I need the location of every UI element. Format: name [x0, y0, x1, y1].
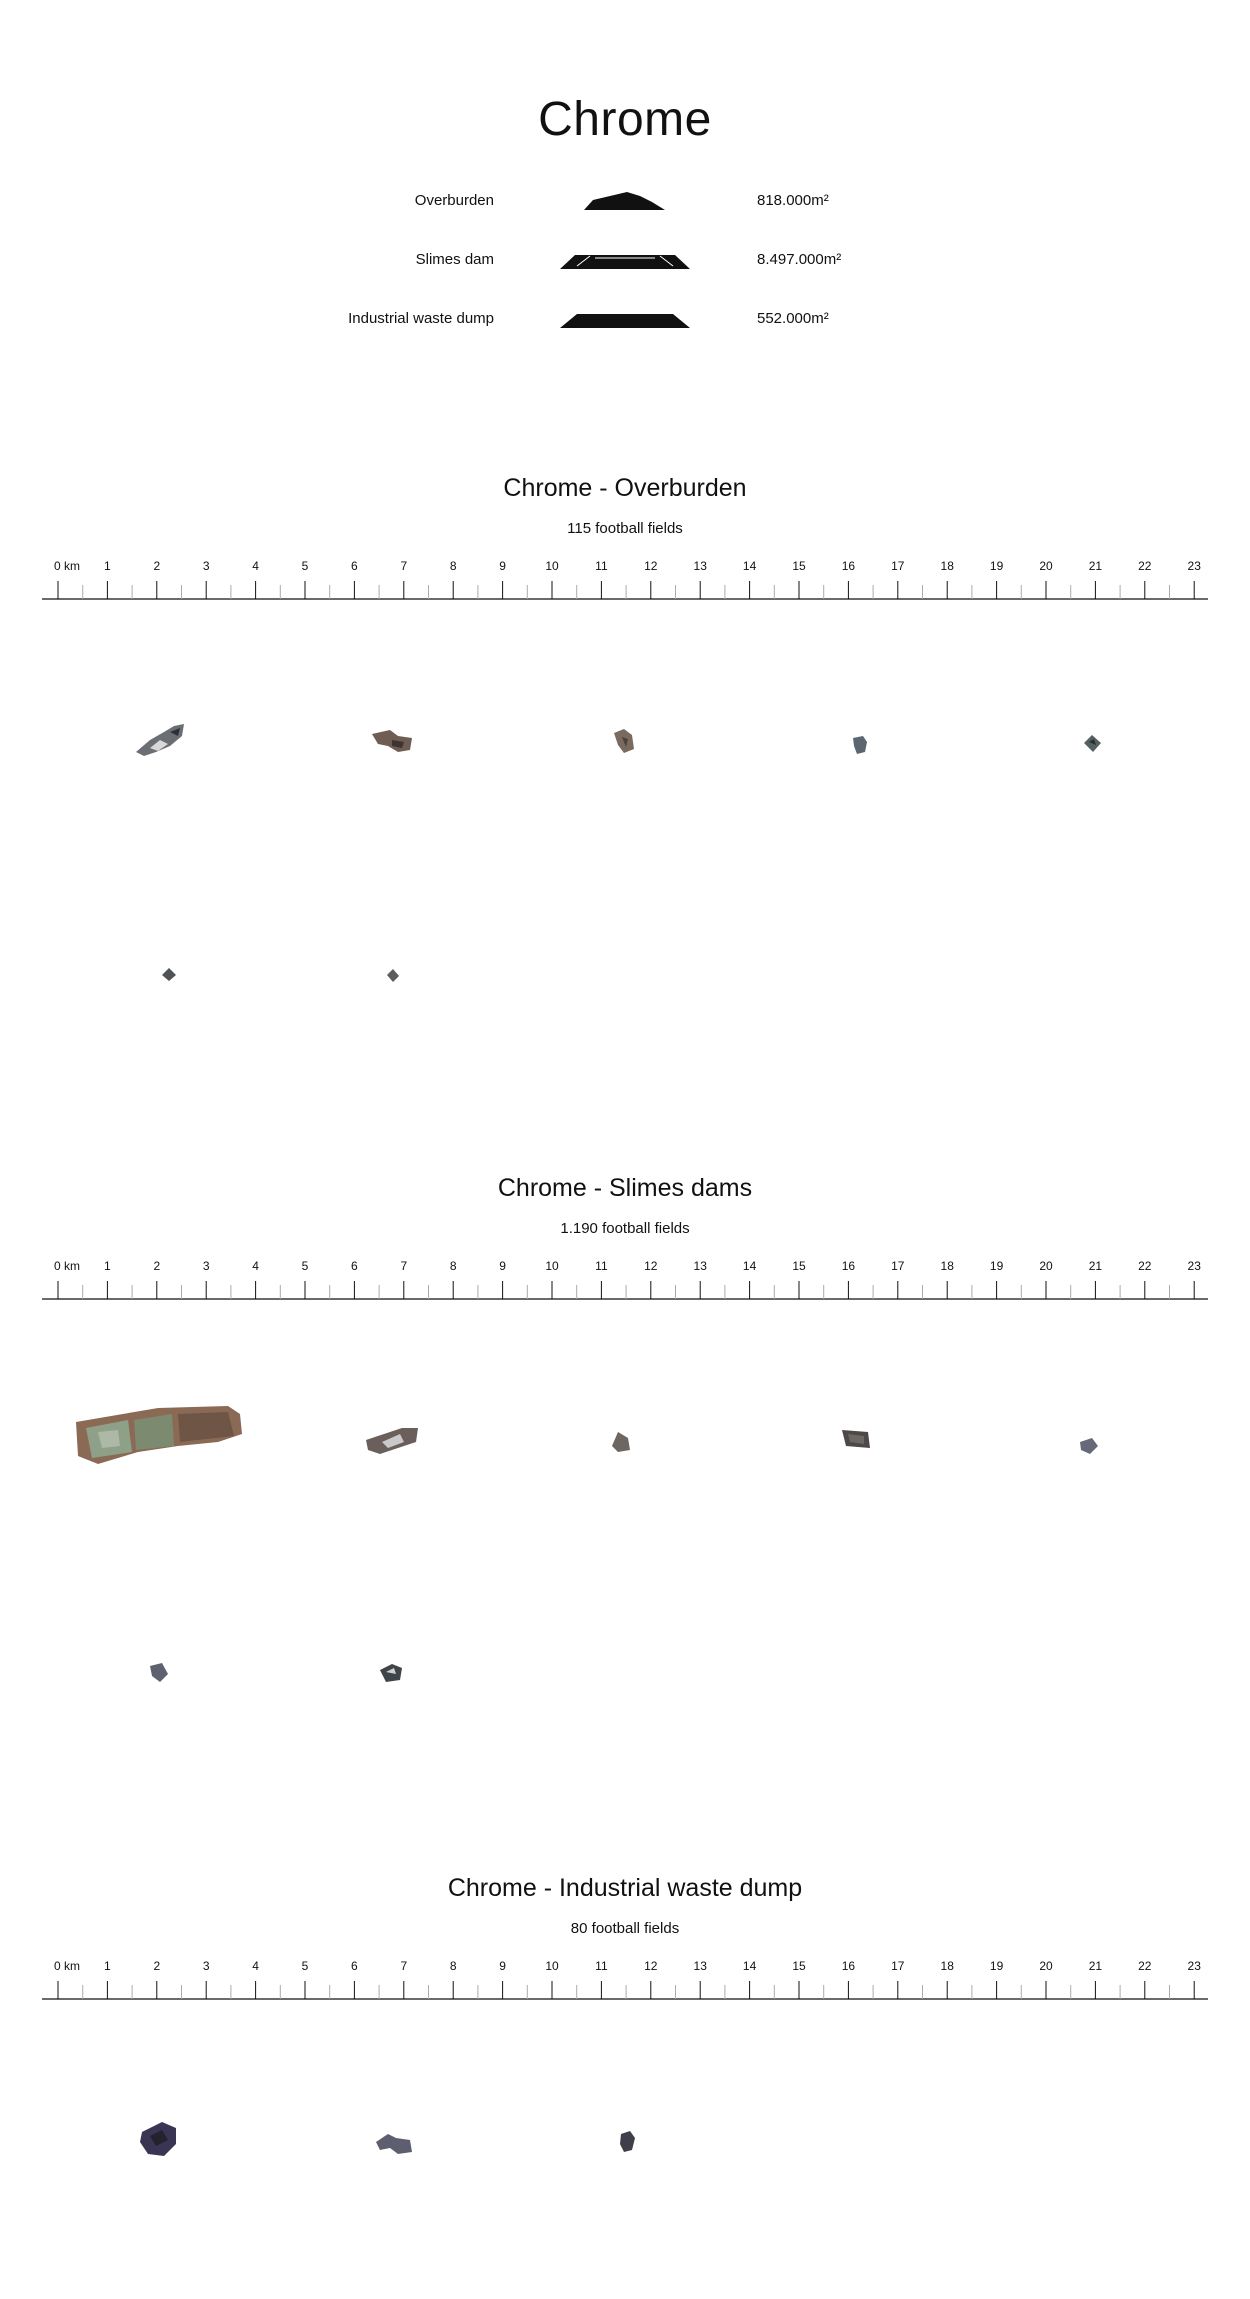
site-thumbnail [376, 1660, 406, 1686]
site-thumbnail [136, 2118, 182, 2160]
scale-tick-label: 15 [792, 559, 806, 573]
scale-tick-label: 10 [545, 1259, 559, 1273]
scale-tick-label: 17 [891, 1259, 905, 1273]
site-thumbnail [838, 1426, 874, 1452]
scale-tick-label: 16 [841, 559, 856, 573]
scale-tick-label: 19 [989, 1259, 1004, 1273]
distance-scale [40, 1259, 1210, 1323]
scale-tick-label: 6 [351, 1959, 358, 1973]
scale-tick-label: 0 km [54, 1259, 81, 1273]
page-title: Chrome [538, 93, 712, 146]
scale-tick-label: 1 [104, 1959, 111, 1973]
scale-tick-label: 16 [841, 1259, 856, 1273]
scale-tick-label: 6 [351, 559, 358, 573]
scale-tick-label: 5 [301, 559, 309, 573]
scale-tick-label: 7 [400, 1259, 408, 1273]
scale-tick-label: 21 [1088, 1259, 1103, 1273]
waste-dump-profile-icon [555, 306, 695, 328]
site-thumbnail [159, 966, 179, 984]
distance-scale [40, 559, 1210, 623]
scale-tick-label: 17 [891, 1959, 905, 1973]
legend-label-slimes-dam: Slimes dam [415, 251, 494, 268]
site-thumbnail [610, 725, 640, 757]
legend-value-waste-dump: 552.000m² [757, 310, 829, 327]
scale-tick-label: 18 [940, 1959, 954, 1973]
scale-tick-label: 1 [104, 1259, 111, 1273]
scale-tick-label: 20 [1039, 1959, 1053, 1973]
scale-tick-label: 19 [989, 559, 1004, 573]
site-thumbnail [368, 726, 418, 758]
section-title: Chrome - Overburden [503, 474, 747, 502]
scale-tick-label: 9 [499, 1959, 506, 1973]
scale-tick-label: 13 [693, 1959, 707, 1973]
scale-tick-label: 20 [1039, 1259, 1053, 1273]
overburden-profile-icon [555, 188, 695, 210]
scale-tick-label: 17 [891, 559, 905, 573]
scale-tick-label: 14 [742, 1259, 757, 1273]
scale-tick-label: 12 [644, 559, 658, 573]
scale-tick-label: 5 [301, 1959, 309, 1973]
legend-label-overburden: Overburden [414, 192, 494, 209]
scale-tick-label: 6 [351, 1259, 358, 1273]
scale-tick-label: 15 [792, 1259, 806, 1273]
scale-tick-label: 0 km [54, 559, 81, 573]
section-title: Chrome - Industrial waste dump [447, 1874, 803, 1902]
scale-tick-label: 23 [1187, 559, 1201, 573]
scale-tick-label: 9 [499, 559, 506, 573]
site-thumbnail [849, 733, 873, 757]
site-thumbnail [146, 1660, 172, 1686]
site-thumbnail [608, 1428, 634, 1454]
scale-tick-label: 13 [693, 559, 707, 573]
site-thumbnail [1076, 1434, 1102, 1458]
section-subtitle: 115 football fields [567, 520, 683, 537]
scale-tick-label: 8 [449, 559, 457, 573]
scale-tick-label: 16 [841, 1959, 856, 1973]
scale-tick-label: 22 [1138, 559, 1152, 573]
scale-tick-label: 1 [104, 559, 111, 573]
section-title: Chrome - Slimes dams [497, 1174, 753, 1202]
scale-tick-label: 3 [202, 559, 210, 573]
scale-tick-label: 0 km [54, 1959, 81, 1973]
scale-tick-label: 23 [1187, 1959, 1201, 1973]
scale-tick-label: 11 [595, 1959, 608, 1973]
scale-tick-label: 2 [153, 1959, 161, 1973]
site-thumbnail [372, 2130, 416, 2158]
site-thumbnail [130, 718, 190, 763]
slimes-dam-profile-icon [555, 247, 695, 269]
scale-tick-label: 10 [545, 1959, 559, 1973]
scale-tick-label: 4 [252, 559, 259, 573]
site-thumbnail [384, 967, 402, 985]
scale-tick-label: 20 [1039, 559, 1053, 573]
site-thumbnail [362, 1422, 422, 1458]
scale-tick-label: 21 [1088, 1959, 1103, 1973]
scale-tick-label: 21 [1088, 559, 1103, 573]
scale-tick-label: 18 [940, 559, 954, 573]
scale-tick-label: 3 [202, 1959, 210, 1973]
scale-tick-label: 12 [644, 1959, 658, 1973]
scale-tick-label: 2 [153, 559, 161, 573]
scale-tick-label: 7 [400, 1959, 408, 1973]
scale-tick-label: 2 [153, 1259, 161, 1273]
scale-tick-label: 22 [1138, 1959, 1152, 1973]
scale-tick-label: 23 [1187, 1259, 1201, 1273]
scale-tick-label: 11 [595, 559, 608, 573]
scale-tick-label: 22 [1138, 1259, 1152, 1273]
scale-tick-label: 18 [940, 1259, 954, 1273]
site-thumbnail [1081, 732, 1105, 756]
scale-tick-label: 12 [644, 1259, 658, 1273]
legend-value-overburden: 818.000m² [757, 192, 829, 209]
section-subtitle: 80 football fields [570, 1920, 680, 1937]
scale-tick-label: 19 [989, 1959, 1004, 1973]
scale-tick-label: 15 [792, 1959, 806, 1973]
scale-tick-label: 14 [742, 559, 757, 573]
legend-label-waste-dump: Industrial waste dump [348, 310, 494, 327]
scale-tick-label: 13 [693, 1259, 707, 1273]
legend-value-slimes-dam: 8.497.000m² [757, 251, 842, 268]
distance-scale [40, 1959, 1210, 2023]
scale-tick-label: 14 [742, 1959, 757, 1973]
site-thumbnail [616, 2128, 638, 2156]
scale-tick-label: 8 [449, 1959, 457, 1973]
scale-tick-label: 4 [252, 1259, 259, 1273]
section-subtitle: 1.190 football fields [560, 1220, 690, 1237]
scale-tick-label: 5 [301, 1259, 309, 1273]
site-thumbnail [68, 1400, 248, 1480]
scale-tick-label: 4 [252, 1959, 259, 1973]
scale-tick-label: 8 [449, 1259, 457, 1273]
scale-tick-label: 3 [202, 1259, 210, 1273]
scale-tick-label: 11 [595, 1259, 608, 1273]
scale-tick-label: 10 [545, 559, 559, 573]
scale-tick-label: 7 [400, 559, 408, 573]
scale-tick-label: 9 [499, 1259, 506, 1273]
